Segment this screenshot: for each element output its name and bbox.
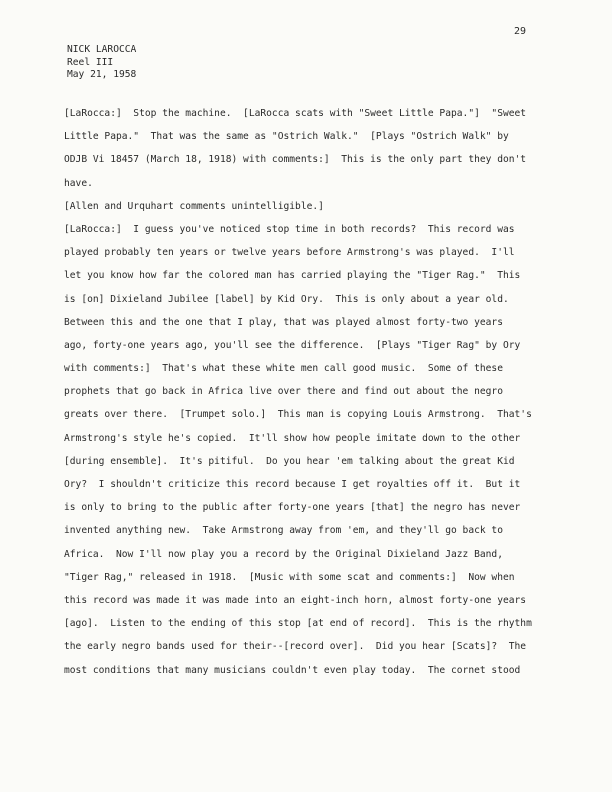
transcript-line: [Allen and Urquhart comments unintelligible.]: [64, 200, 324, 212]
transcript-line: this record was made it was made into an eight-inch horn, almost forty-one years: [64, 594, 527, 606]
transcript-line: [during ensemble]. It's pitiful. Do you hear 'em talking about the great Kid: [64, 455, 515, 467]
transcript-header: [67, 44, 136, 82]
reel-number: Reel III: [67, 56, 114, 68]
interviewee-name: NICK LAROCCA: [67, 44, 137, 55]
transcript-line: Ory? I shouldn't criticize this record because I get royalties off it. But it: [64, 479, 521, 490]
transcript-line: invented anything new. Take Armstrong away from 'em, and they'll go back to: [64, 525, 503, 537]
transcript-line: is [on] Dixieland Jubilee [label] by Kid Ory. This is only about a year old.: [64, 293, 509, 305]
transcript-line: [LaRocca:] Stop the machine. [LaRocca scats with "Sweet Little Papa."] "Sweet: [64, 108, 527, 119]
transcript-line: Armstrong's style he's copied. It'll show how people imitate down to the other: [64, 432, 521, 444]
transcript-line: the early negro bands used for their--[record over]. Did you hear [Scats]? The: [64, 641, 527, 653]
transcript-line: [ago]. Listen to the ending of this stop [at end of record]. This is the rhythm: [64, 618, 532, 630]
transcript-line: [LaRocca:] I guess you've noticed stop time in both records? This record was: [64, 223, 515, 235]
interview-date: May 21, 1958: [67, 69, 137, 80]
page-number: 29: [514, 26, 527, 37]
transcript-line: with comments:] That's what these white men call good music. Some of these: [64, 363, 503, 375]
transcript-line: Between this and the one that I play, that was played almost forty-two years: [64, 316, 503, 328]
transcript-body: [64, 102, 564, 682]
transcript-line: ODJB Vi 18457 (March 18, 1918) with comments:] This is the only part they don't: [64, 154, 527, 166]
transcript-line: have.: [64, 177, 93, 189]
transcript-line: played probably ten years or twelve years before Armstrong's was played. I'll: [64, 247, 515, 259]
transcript-line: prophets that go back in Africa live over there and find out about the negro: [64, 386, 503, 398]
transcript-line: most conditions that many musicians couldn't even play today. The cornet stood: [64, 664, 521, 676]
transcript-line: Little Papa." That was the same as "Ostrich Walk." [Plays "Ostrich Walk" by: [64, 131, 509, 143]
transcript-line: let you know how far the colored man has carried playing the "Tiger Rag." This: [64, 270, 521, 282]
transcript-line: greats over there. [Trumpet solo.] This man is copying Louis Armstrong. That's: [64, 409, 532, 421]
transcript-line: ago, forty-one years ago, you'll see the difference. [Plays "Tiger Rag" by Ory: [64, 339, 521, 351]
transcript-line: is only to bring to the public after forty-one years [that] the negro has never: [64, 502, 521, 514]
transcript-line: Africa. Now I'll now play you a record by the Original Dixieland Jazz Band,: [64, 548, 503, 560]
transcript-line: "Tiger Rag," released in 1918. [Music with some scat and comments:] Now when: [64, 571, 515, 583]
